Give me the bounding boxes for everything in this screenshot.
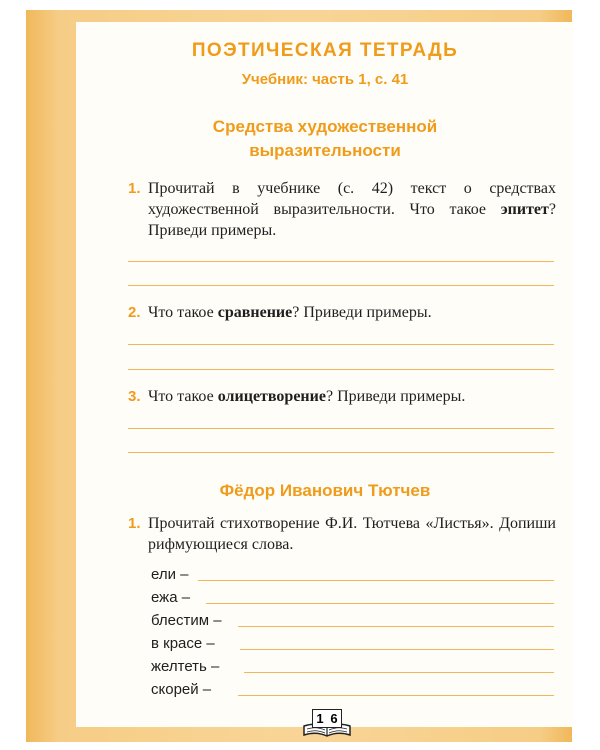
answer-line[interactable] xyxy=(128,369,554,370)
rhyme-answer-line[interactable] xyxy=(238,695,554,696)
page-frame xyxy=(26,10,572,742)
rhyme-word: скорей – xyxy=(151,681,212,698)
question-text-part: Что такое xyxy=(148,304,218,321)
rhyme-word: ежа – xyxy=(151,589,191,606)
section-heading-line1: Средства художественной xyxy=(212,117,438,136)
page-number-digit: 1 xyxy=(316,711,324,726)
rhyme-word: желтеть – xyxy=(151,658,220,675)
rhyme-word: ели – xyxy=(151,566,189,583)
question-text-part: Что такое xyxy=(148,388,218,405)
rhyme-answer-line[interactable] xyxy=(198,580,554,581)
page-subtitle: Учебник: часть 1, с. 41 xyxy=(241,71,409,88)
answer-line[interactable] xyxy=(128,452,554,453)
page-number-badge xyxy=(300,704,354,738)
question-term: эпитет xyxy=(500,201,549,218)
question-text: Прочитай стихотворение Ф.И. Тютчева «Листья». Допиши рифмующиеся слова. xyxy=(148,515,556,553)
section-heading-tyutchev: Фёдор Иванович Тютчев xyxy=(219,481,431,500)
question-number: 1. xyxy=(128,515,141,532)
question-number: 3. xyxy=(128,388,141,405)
rhyme-answer-line[interactable] xyxy=(240,649,554,650)
answer-line[interactable] xyxy=(128,344,554,345)
page-title: ПОЭТИЧЕСКАЯ ТЕТРАДЬ xyxy=(191,40,459,61)
question-text xyxy=(148,386,556,407)
question-number: 2. xyxy=(128,304,141,321)
rhyme-word: в красе – xyxy=(151,635,215,652)
answer-line[interactable] xyxy=(128,261,554,262)
rhyme-answer-line[interactable] xyxy=(206,603,554,604)
question-text xyxy=(148,302,556,323)
question-text-part: Прочитай в учебнике (с. 42) текст о средствах художественной выразительности. Что такое xyxy=(148,180,556,218)
question-text xyxy=(148,178,556,241)
rhyme-answer-line[interactable] xyxy=(238,626,554,627)
rhyme-word: блестим – xyxy=(151,612,222,629)
answer-line[interactable] xyxy=(128,285,554,286)
question-number: 1. xyxy=(128,180,141,197)
section-heading-means xyxy=(76,115,574,163)
page-number xyxy=(312,709,342,728)
answer-line[interactable] xyxy=(128,428,554,429)
question-text-part: ? Приведи примеры. xyxy=(148,201,556,239)
page-number-digit: 6 xyxy=(330,711,338,726)
question-term: сравнение xyxy=(217,304,293,321)
question-term: олицетворение xyxy=(217,388,326,405)
question-text-part: ? Приведи примеры. xyxy=(292,304,432,321)
section-heading-line2: выразительности xyxy=(249,141,401,160)
question-text-part: ? Приведи примеры. xyxy=(325,388,466,405)
worksheet-card xyxy=(76,22,574,727)
rhyme-answer-line[interactable] xyxy=(244,672,554,673)
